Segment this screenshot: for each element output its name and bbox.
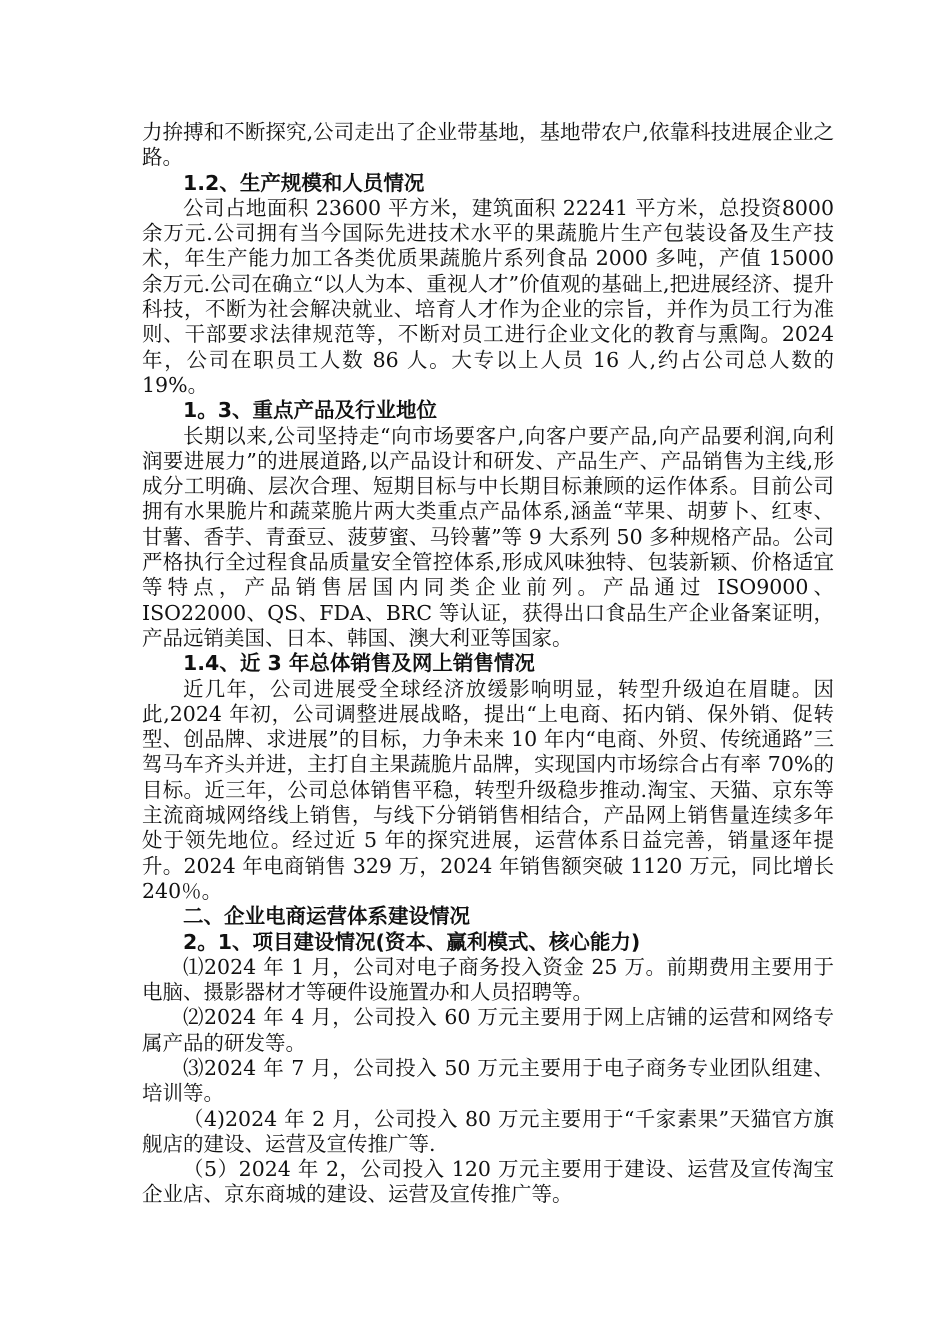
document-page [142,120,834,1208]
investment-item-3: ⑶2024 年 7 月，公司投入 50 万元主要用于电子商务专业团队组建、培训等。 [142,1055,834,1106]
section-1-4-heading: 1.4、近 3 年总体销售及网上销售情况 [183,651,535,676]
investment-item-4: （4)2024 年 2 月，公司投入 80 万元主要用于“千家素果”天猫官方旗舰店的建设、运营及宣传推广等. [142,1106,834,1156]
intro-tail-paragraph: 力拚搏和不断探究,公司走出了企业带基地，基地带农户,依靠科技进展企业之路。 [142,120,834,170]
investment-item-5: （5）2024 年 2，公司投入 120 万元主要用于建设、运营及宣传淘宝企业店、京东商城的建设、运营及宣传推广等。 [142,1157,834,1207]
investment-item-1: ⑴2024 年 1 月，公司对电子商务投入资金 25 万。前期费用主要用于电脑、摄影器材才等硬件设施置办和人员招聘等。 [142,954,834,1005]
section-2-heading: 二、企业电商运营体系建设情况 [183,904,470,929]
section-1-2-body: 公司占地面积 23600 平方米，建筑面积 22241 平方米，总投资8000 余万元.公司拥有当今国际先进技术水平的果蔬脆片生产包装设备及生产技术，年生产能力加工各类优质果蔬脆片系列食品 2000 多吨，产值 15000 余万元.公司在确立“以人为本、重视人才”价值观的基础上,把进展经济、提升科技，不断为社会解决就业、培育人才作为企业的宗旨，并作为员工行为准则、干部要求法律规范等，不断对员工进行企业文化的教育与熏陶。2024 年，公司在职员工人数 86 人。大专以上人员 16 人,约占公司总人数的 19%。 [142,195,834,397]
section-2-1-heading: 2。1、项目建设情况(资本、赢利模式、核心能力) [183,929,641,954]
section-1-3-body: 长期以来,公司坚持走“向市场要客户,向客户要产品,向产品要利润,向利润要进展力”的进展道路,以产品设计和研发、产品生产、产品销售为主线,形成分工明确、层次合理、短期目标与中长期目标兼顾的运作体系。目前公司拥有水果脆片和蔬菜脆片两大类重点产品体系,涵盖“苹果、胡萝卜、红枣、甘薯、香芋、青蚕豆、菠萝蜜、马铃薯”等 9 大系列 50 多种规格产品。公司严格执行全过程食品质量安全管控体系,形成风味独特、包装新颖、价格适宜等特点，产品销售居国内同类企业前列。产品通过 ISO9000、ISO22000、QS、FDA、BRC 等认证，获得出口食品生产企业备案证明，产品远销美国、日本、韩国、澳大利亚等国家。 [142,423,834,650]
section-1-4-body: 近几年，公司进展受全球经济放缓影响明显，转型升级迫在眉睫。因此,2024 年初，公司调整进展战略，提出“上电商、拓内销、保外销、促转型、创品牌、求进展”的目标，力争未来 10 年内“电商、外贸、传统通路”三驾马车齐头并进，主打自主果蔬脆片品牌，实现国内市场综合占有率 70%的目标。近三年，公司总体销售平稳，转型升级稳步推动.淘宝、天猫、京东等主流商城网络线上销售，与线下分销销售相结合，产品网上销售量连续多年处于领先地位。经过近 5 年的探究进展，运营体系日益完善，销量逐年提升。2024 年电商销售 329 万，2024 年销售额突破 1120 万元，同比增长 240％。 [142,676,834,903]
investment-item-2: ⑵2024 年 4 月，公司投入 60 万元主要用于网上店铺的运营和网络专属产品的研发等。 [142,1005,834,1055]
section-1-3-heading: 1。3、重点产品及行业地位 [183,398,438,423]
section-1-2-heading: 1.2、生产规模和人员情况 [183,170,425,195]
